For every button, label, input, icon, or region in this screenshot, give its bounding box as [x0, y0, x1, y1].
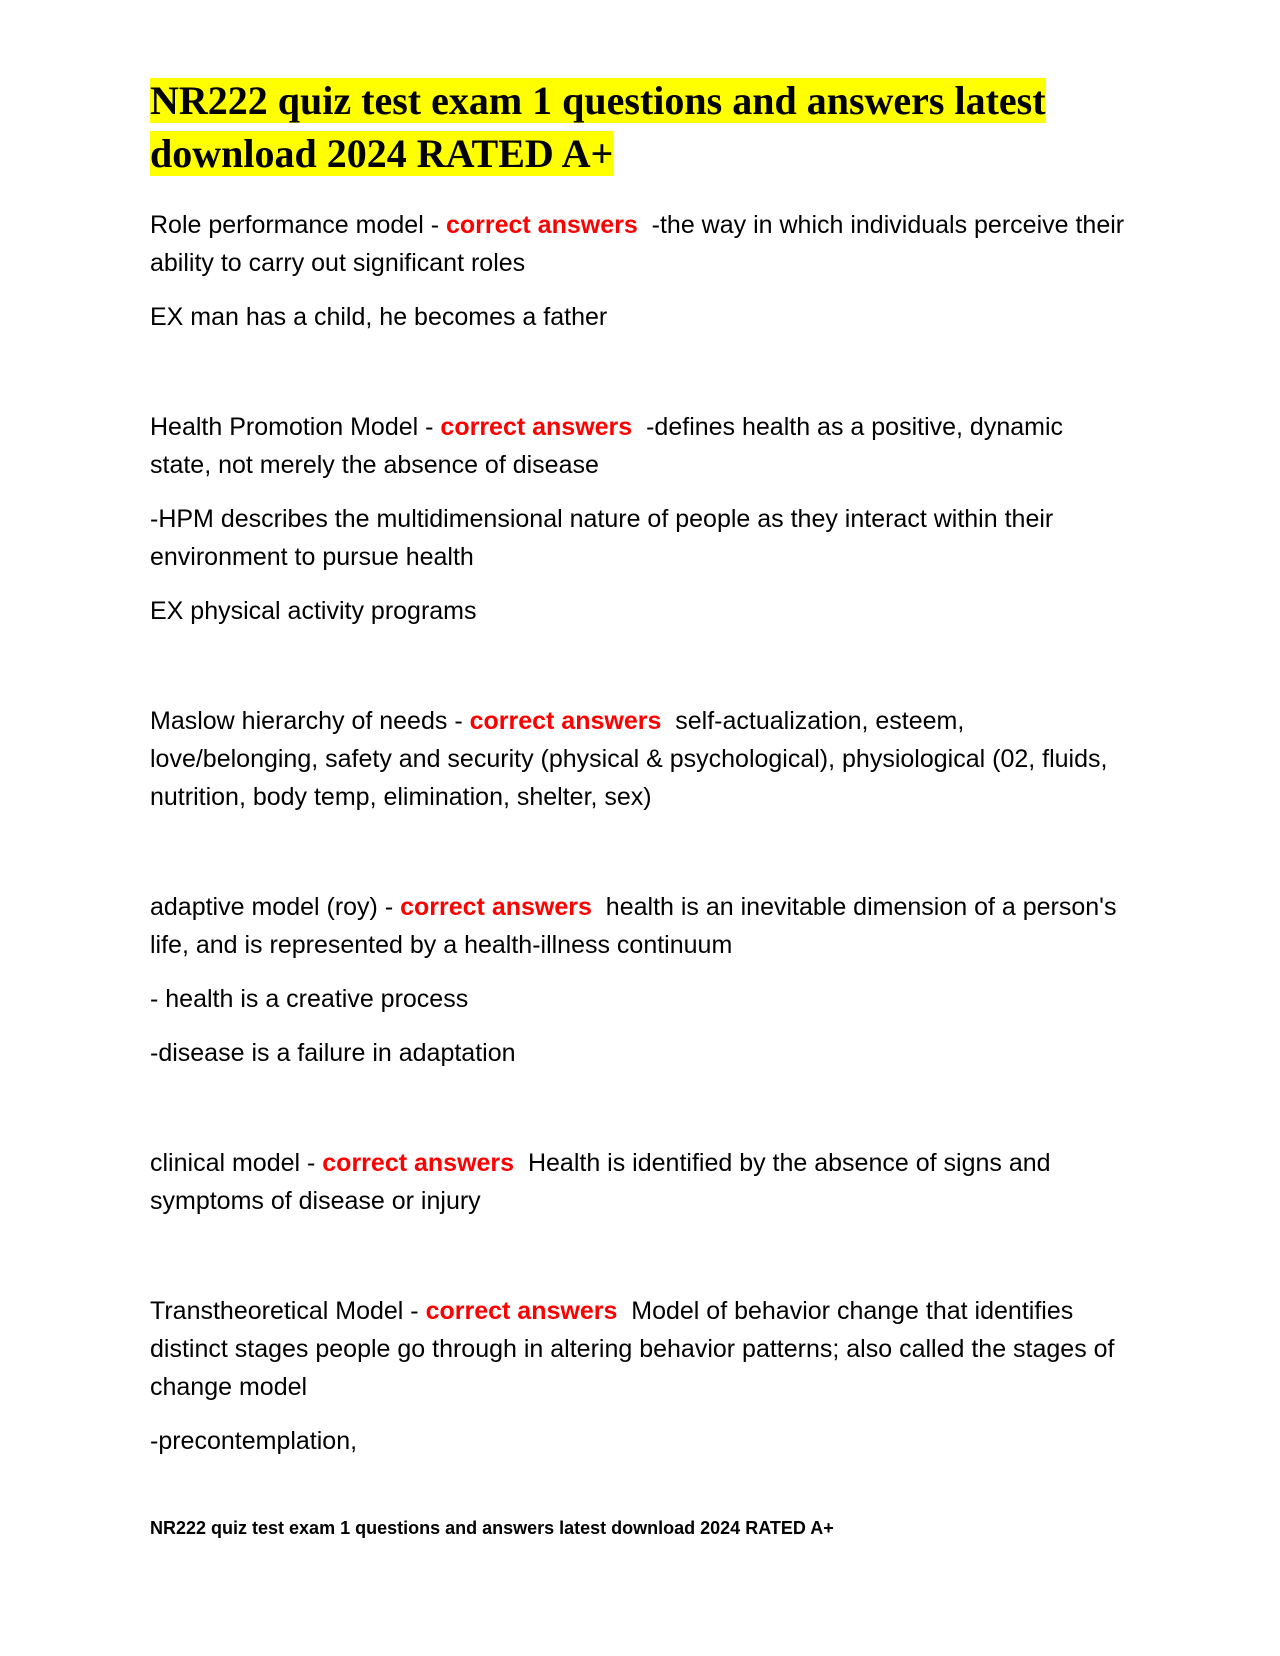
entry-note: - health is a creative process — [150, 985, 469, 1013]
correct-answers-label: correct answers — [445, 211, 638, 239]
qa-entry-adaptive-model: adaptive model (roy) - correct answers health is an inevitable dimension of a person's life, and is represented by a health-illness continuum — [150, 893, 1117, 959]
qa-entry-transtheoretical: Transtheoretical Model - correct answers Model of behavior change that identifies distinct stages people go through in altering behavior patterns; also called the stages of change model — [150, 1297, 1115, 1401]
entry-term: Maslow hierarchy of needs — [150, 707, 448, 735]
entry-term: Role performance model — [150, 211, 424, 239]
entry-term: Transtheoretical Model — [150, 1297, 404, 1325]
entry-definition: Health is identified by the absence of signs and symptoms of disease or injury — [150, 1149, 1051, 1215]
correct-answers-label: correct answers — [322, 1149, 515, 1177]
qa-entry-role-performance: Role performance model - correct answers -the way in which individuals perceive their ability to carry out significant roles — [150, 211, 1125, 277]
entry-spacer — [150, 352, 1130, 408]
entry-spacer — [150, 646, 1130, 702]
entry-definition: self-actualization, esteem, love/belonging, safety and security (physical & psychological), physiological (02, fluids, nutrition, body temp, elimination, shelter, sex) — [150, 707, 1108, 811]
entry-spacer — [150, 1088, 1130, 1144]
page-footer: NR222 quiz test exam 1 questions and answers latest download 2024 RATED A+ — [150, 1518, 834, 1538]
entry-note: -precontemplation, — [150, 1427, 358, 1455]
entry-note: -HPM describes the multidimensional nature of people as they interact within their environment to pursue health — [150, 505, 1054, 571]
entry-term: Health Promotion Model — [150, 413, 419, 441]
entry-definition: health is an inevitable dimension of a person's life, and is represented by a health-illness continuum — [150, 893, 1117, 959]
entry-note: -disease is a failure in adaptation — [150, 1039, 516, 1067]
entry-note: EX man has a child, he becomes a father — [150, 303, 608, 331]
correct-answers-label: correct answers — [469, 707, 662, 735]
qa-entry-clinical-model: clinical model - correct answers Health is identified by the absence of signs and symptoms of disease or injury — [150, 1149, 1051, 1215]
page-title — [150, 74, 1130, 180]
qa-content — [150, 206, 1130, 1476]
correct-answers-label: correct answers — [440, 413, 633, 441]
entry-spacer — [150, 832, 1130, 888]
entry-note: EX physical activity programs — [150, 597, 477, 625]
entry-term: clinical model — [150, 1149, 301, 1177]
entry-definition: Model of behavior change that identifies distinct stages people go through in altering behavior patterns; also called the stages of change model — [150, 1297, 1115, 1401]
qa-entry-health-promotion: Health Promotion Model - correct answers -defines health as a positive, dynamic state, not merely the absence of disease — [150, 413, 1064, 479]
correct-answers-label: correct answers — [425, 1297, 618, 1325]
entry-definition: -defines health as a positive, dynamic state, not merely the absence of disease — [150, 413, 1064, 479]
entry-definition: -the way in which individuals perceive their ability to carry out significant roles — [150, 211, 1125, 277]
qa-entry-maslow: Maslow hierarchy of needs - correct answers self-actualization, esteem, love/belonging, safety and security (physical & psychological), physiological (02, fluids, nutrition, body temp, elimination, shelter, sex) — [150, 707, 1108, 811]
entry-term: adaptive model (roy) — [150, 893, 378, 921]
entry-spacer — [150, 1236, 1130, 1292]
correct-answers-label: correct answers — [400, 893, 592, 921]
title-highlight: NR222 quiz test exam 1 questions and answers latest download 2024 RATED A+ — [150, 78, 1046, 176]
